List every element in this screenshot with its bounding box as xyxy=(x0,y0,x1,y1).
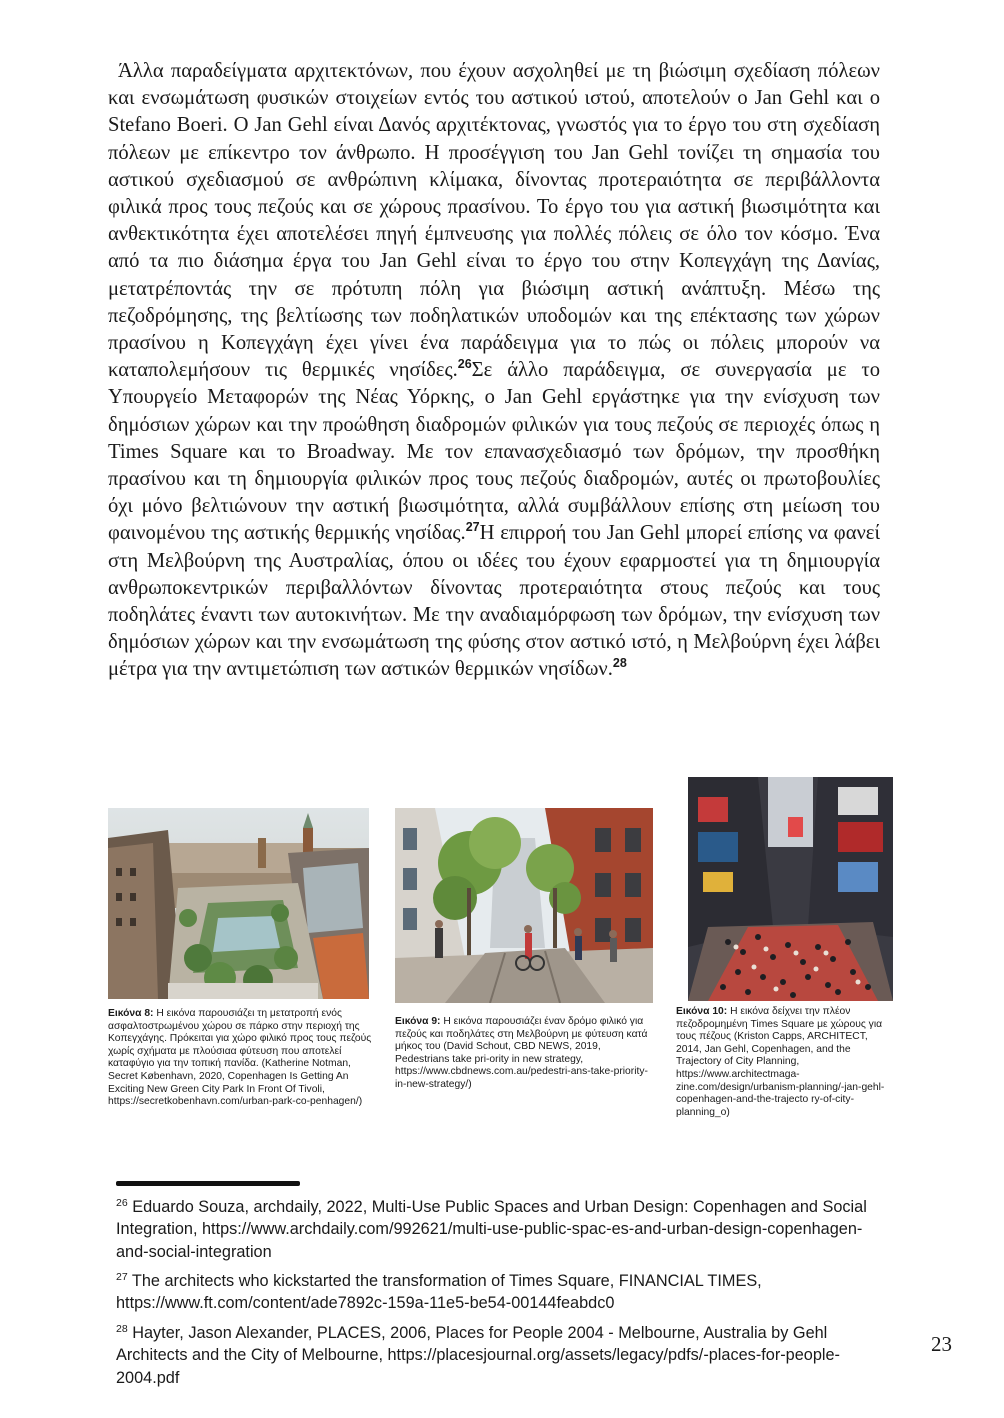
figure-10-caption-text: Η εικόνα δείχνει την πλέον πεζοδρομημένη Times Square με χώρους για τους πέζους (Kriston Capps, ARCHITECT, 2014, Jan Gehl, Copenhagen, and the Trajectory of City Planning, https://www.architectmaga-zine.com/design/urbanism-planning/-jan-gehl-copenhagen-and-the-trajecto ry-of-city-planning_o) xyxy=(676,1006,885,1118)
footnote-27-number: 27 xyxy=(116,1271,128,1283)
times-square-illustration xyxy=(688,777,893,1001)
body-text-part-1: Άλλα παραδείγματα αρχιτεκτόνων, που έχουν ασχοληθεί με τη βιώσιμη σχεδίαση πόλεων και ενσωμάτωση φυσικών στοιχείων εντός του αστικού ιστού, αποτελούν ο Jan Gehl και ο Stefano Boeri. Ο Jan Gehl είναι Δανός αρχιτέκτονας, γνωστός για το έργο του στη σχεδίαση πόλεων με επίκεντρο τον άνθρωπο. Η προσέγγιση του Jan Gehl τονίζει τη σημασία του αστικού σχεδιασμού σε ανθρώπινη κλίμακα, δίνοντας προτεραιότητα σε περιβάλλοντα φιλικά προς τους πεζούς και σε χώρους πρασίνου. Το έργο του για αστική βιωσιμότητα και ανθεκτικότητα έχει αποτελέσει πηγή έμπνευσης για πολλές πόλεις σε όλο τον κόσμο. Ένα από τα πιο διάσημα έργα του Jan Gehl είναι το έργο του στην Κοπεγχάγη της Δανίας, μετατρέποντάς την σε πρότυπη πόλη για βιώσιμη αστική ανάπτυξη. Μέσω της πεζοδρόμησης, της βελτίωσης των ποδηλατικών υποδομών και της επέκτασης των χώρων πρασίνου η Κοπεγχάγη έχει γίνει ένα παράδειγμα για το πώς οι πόλεις μπορούν να καταπολεμήσουν τις θερμικές νησίδες. xyxy=(108,60,880,382)
figure-9-caption-text: Η εικόνα παρουσιάζει έναν δρόμο φιλικό για πεζούς και ποδηλάτες στη Μελβούρνη με φύτευση κατά μήκος του (David Schout, CBD NEWS, 2019, Pedestrians take pri-ority in new strategy, https://www.cbdnews.com.au/pedestri-ans-take-priority-in-new-strategy/) xyxy=(395,1016,648,1090)
copenhagen-park-illustration xyxy=(108,808,369,999)
figure-8-image xyxy=(108,808,369,999)
footnote-28-number: 28 xyxy=(116,1323,128,1335)
figure-8-label: Εικόνα 8: xyxy=(108,1008,154,1019)
footnote-26 xyxy=(116,1196,876,1263)
figure-8-caption-text: Η εικόνα παρουσιάζει τη μετατροπή ενός ασφαλτοστρωμένου χώρου σε πάρκο στην περιοχή της Κοπεγχάγης. Πρόκειται για χώρο φιλικό προς τους πεζούς χωρίς σχήματα με πλούσιαα φύτευση που αποτελεί καταφύγιο για την τοπική πανίδα. (Katherine Notman, Secret København, 2020, Copenhagen Is Getting An Exciting New Green City Park In Front Of Tivoli, https://secretkobenhavn.com/urban-park-co-penhagen/) xyxy=(108,1008,372,1108)
figure-9-label: Εικόνα 9: xyxy=(395,1016,441,1027)
melbourne-street-illustration xyxy=(395,808,653,1003)
footnote-28-text: Hayter, Jason Alexander, PLACES, 2006, Places for People 2004 - Melbourne, Australia by Gehl Architects and the City of Melbourne, https://placesjournal.org/assets/legacy/pdfs/-places-for-people-2004.pdf xyxy=(116,1324,840,1387)
body-paragraph xyxy=(108,58,880,684)
page-number: 23 xyxy=(931,1332,952,1356)
footnote-ref-28[interactable]: 28 xyxy=(612,656,627,671)
figure-10-image xyxy=(688,777,893,1001)
body-text-part-2: Σε άλλο παράδειγμα, σε συνεργασία με το Υπουργείο Μεταφορών της Νέας Υόρκης, ο Jan Gehl εργάστηκε για την ενίσχυση των δημόσιων χώρων και την προώθηση διαδρομών φιλικών για τους πεζούς σε περιοχές όπως η Times Square και το Broadway. Με τον επανασχεδιασμό των δρόμων, την προσθήκη πρασίνου και τη δημιουργία φιλικών προς τους πεζούς διαδρομών, αυτές οι πρωτοβουλίες όχι μόνο βελτιώνουν την αστική βιωσιμότητα, αλλά συμβάλλουν επίσης στη μείωση του φαινομένου της αστικής θερμικής νησίδας. xyxy=(108,359,880,545)
footnote-ref-27[interactable]: 27 xyxy=(465,520,480,535)
footnote-28 xyxy=(116,1322,876,1389)
footnote-ref-26[interactable]: 26 xyxy=(457,357,472,372)
figure-9-caption xyxy=(395,1016,657,1092)
figure-10-label: Εικόνα 10: xyxy=(676,1006,728,1017)
figure-10-caption xyxy=(676,1006,894,1119)
footnote-26-text: Eduardo Souza, archdaily, 2022, Multi-Use Public Spaces and Urban Design: Copenhagen and Social Integration, https://www.archdaily.com/992621/multi-use-public-spac-es-and-urban-design-copenhagen-and-social-integration xyxy=(116,1198,867,1261)
footnote-27-text: The architects who kickstarted the transformation of Times Square, FINANCIAL TIMES, https://www.ft.com/content/ade7892c-159a-11e5-be54-00144feabdc0 xyxy=(116,1272,762,1313)
footnote-divider xyxy=(116,1181,300,1186)
figure-8-caption xyxy=(108,1008,372,1109)
body-text-part-3: Η επιρροή του Jan Gehl μπορεί επίσης να φανεί στη Μελβούρνη της Αυστραλίας, όπου οι ιδέες του έχουν εφαρμοστεί για τη δημιουργία ανθρωποκεντρικών περιβαλλόντων δίνοντας προτεραιότητα στους πεζούς και τους ποδηλάτες έναντι των αυτοκινήτων. Με την αναδιαμόρφωση των δρόμων, την ενίσχυση των δημόσιων χώρων και την ενσωμάτωση της φύσης στον αστικό ιστό, η Μελβούρνη έχει λάβει μέτρα για την αντιμετώπιση των αστικών θερμικών νησίδων. xyxy=(108,522,880,681)
footnote-26-number: 26 xyxy=(116,1197,128,1209)
footnote-27 xyxy=(116,1270,876,1315)
figure-9-image xyxy=(395,808,653,1003)
